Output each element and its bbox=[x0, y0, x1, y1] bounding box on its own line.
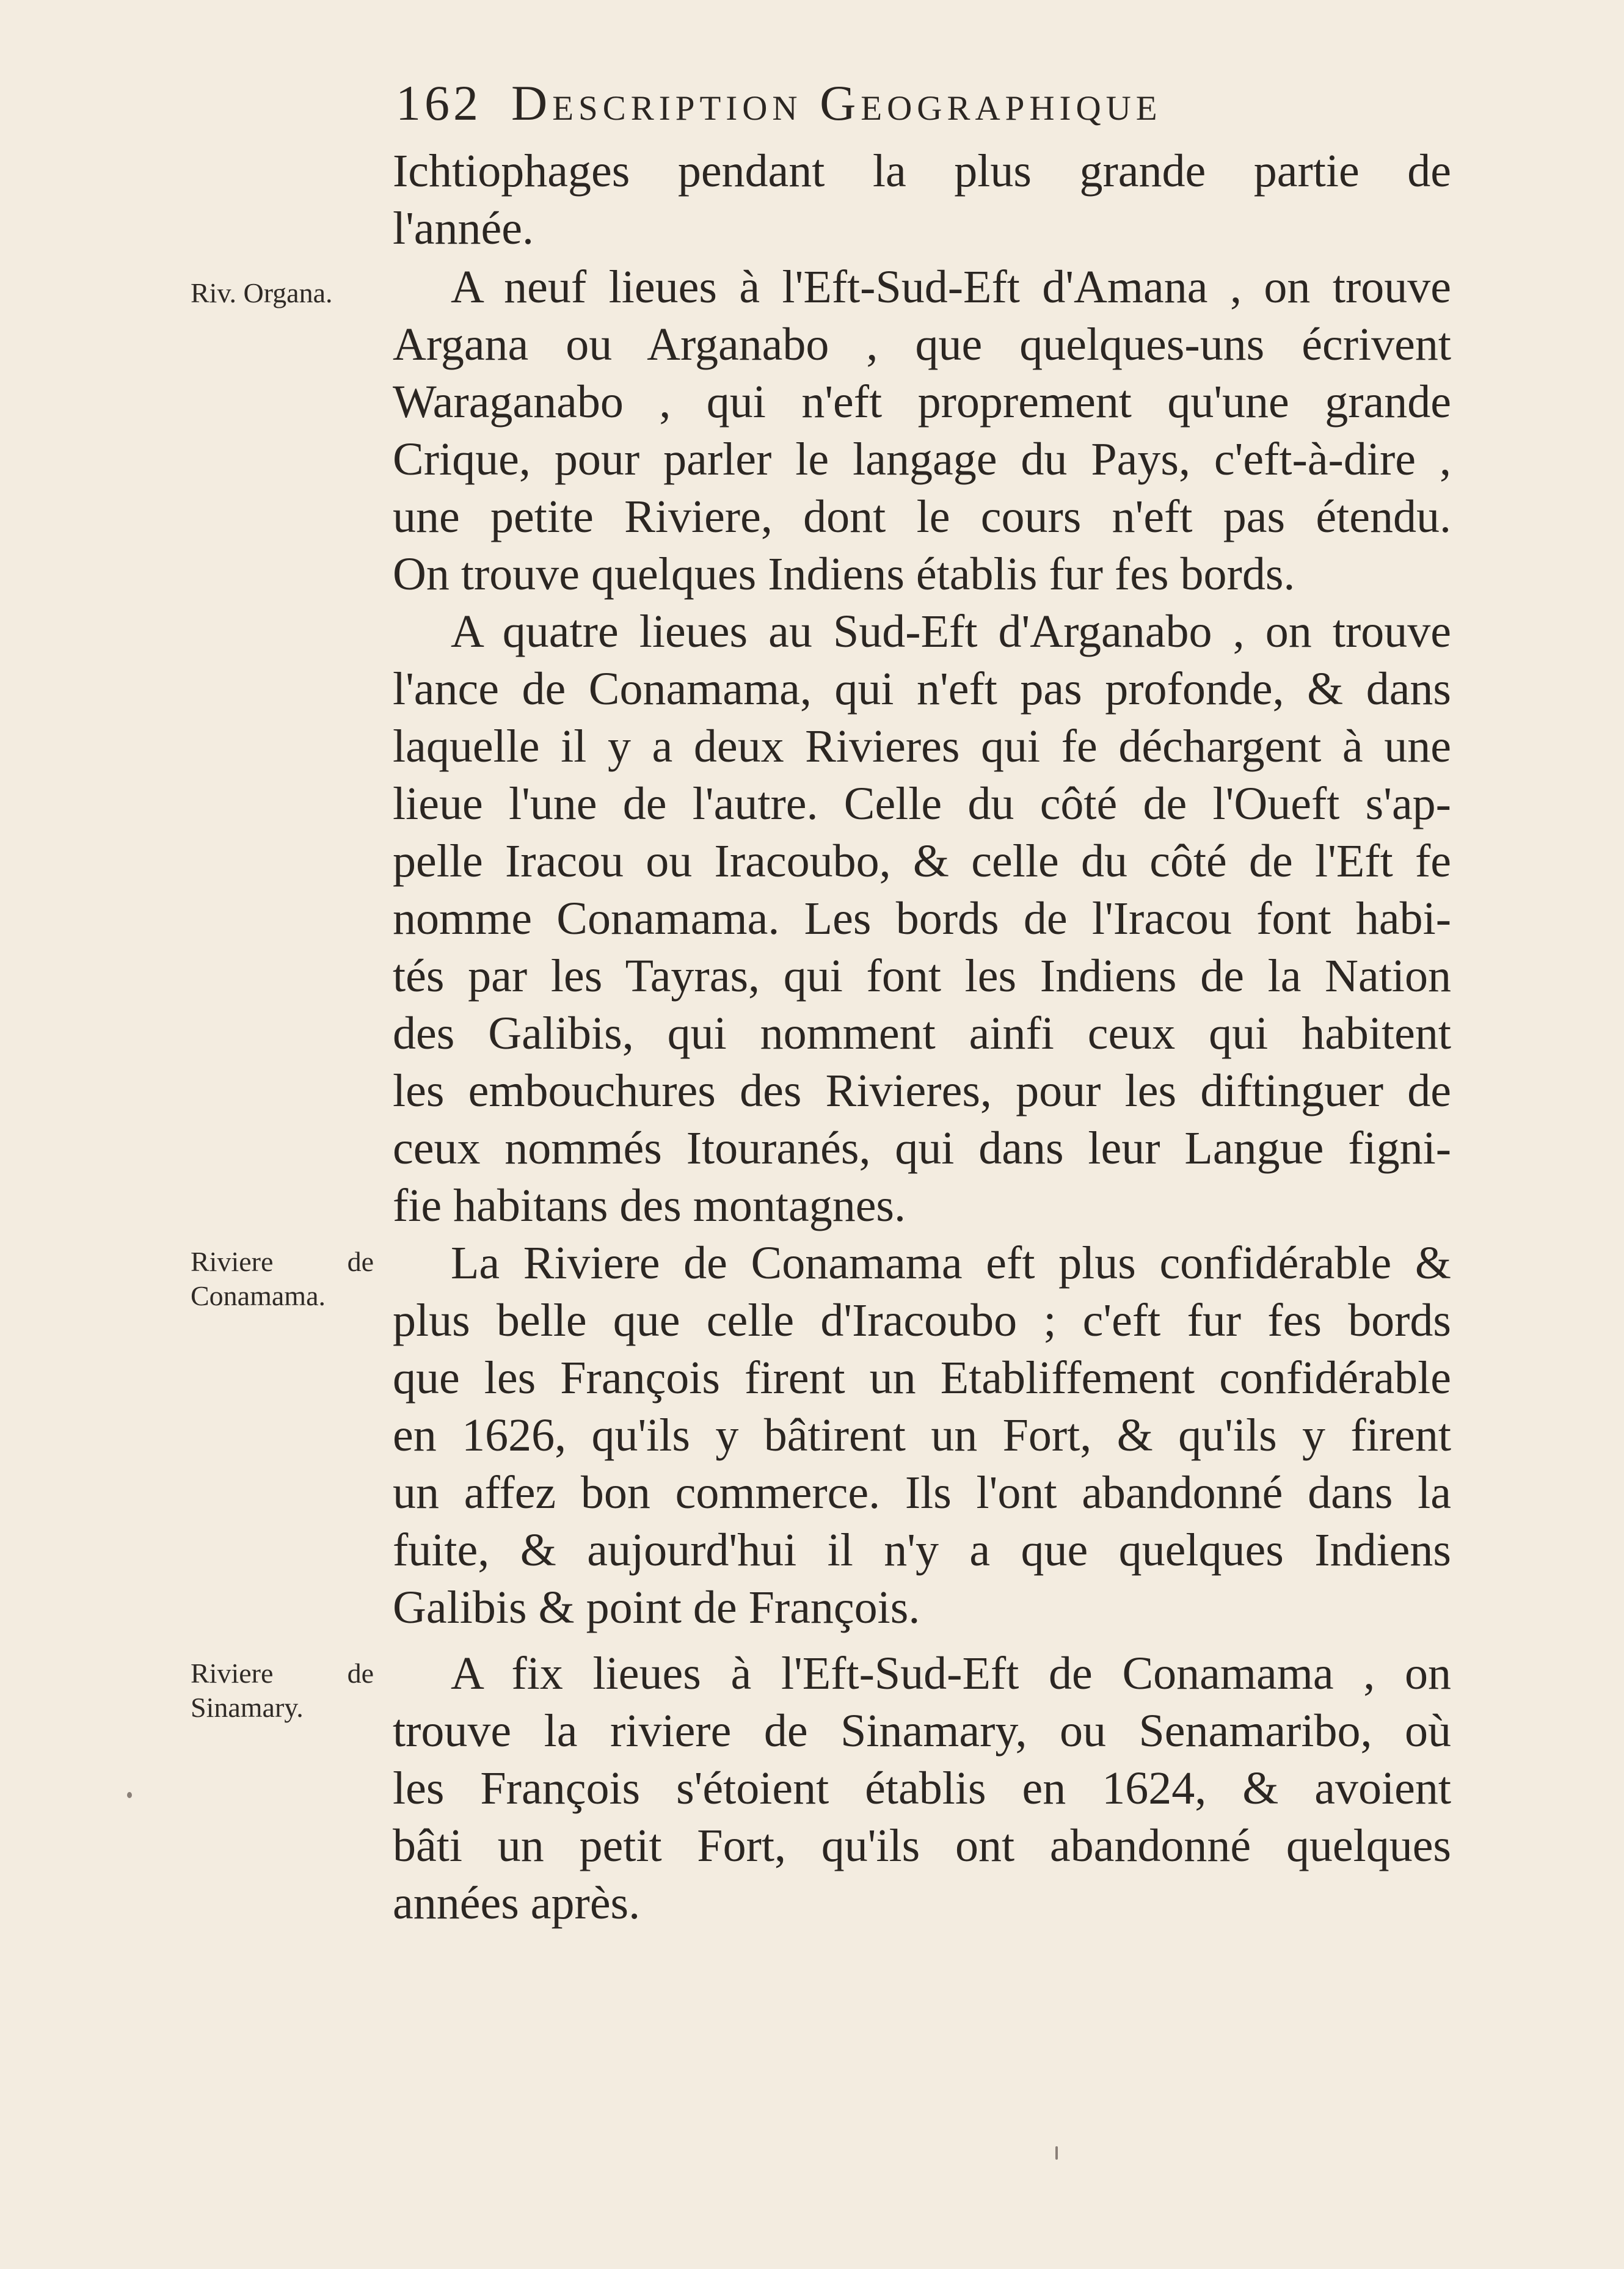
margin-note-organa bbox=[191, 276, 380, 310]
margin-note-line: Riviere de bbox=[191, 1658, 374, 1689]
body-line: que les François firent un Etabliffement confidérable bbox=[393, 1352, 1451, 1404]
body-line: en 1626, qu'ils y bâtirent un Fort, & qu'ils y firent bbox=[393, 1410, 1451, 1461]
body-line: nomme Conamama. Les bords de l'Iracou font habi- bbox=[393, 893, 1451, 944]
body-line: La Riviere de Conamama eft plus confidérable & bbox=[451, 1237, 1451, 1289]
margin-note-line: Riviere de bbox=[191, 1246, 374, 1277]
margin-note-line: Sinamary. bbox=[191, 1692, 304, 1723]
body-line: années après. bbox=[393, 1877, 641, 1929]
body-line: A fix lieues à l'Eft-Sud-Eft de Conamama , on bbox=[451, 1648, 1451, 1699]
body-line: lieue l'une de l'autre. Celle du côté de l'Oueft s'ap- bbox=[393, 778, 1451, 829]
running-header bbox=[396, 75, 1458, 131]
paper-speck bbox=[1055, 2146, 1058, 2160]
body-line: Argana ou Arganabo , que quelques-uns écrivent bbox=[393, 319, 1451, 370]
body-line: bâti un petit Fort, qu'ils ont abandonné quelques bbox=[393, 1820, 1451, 1871]
body-line: trouve la riviere de Sinamary, ou Senamaribo, où bbox=[393, 1705, 1451, 1757]
body-line: l'ance de Conamama, qui n'eft pas profonde, & dans bbox=[393, 663, 1451, 715]
body-line: un affez bon commerce. Ils l'ont abandonné dans la bbox=[393, 1467, 1451, 1518]
body-line: tés par les Tayras, qui font les Indiens de la Nation bbox=[393, 950, 1451, 1002]
body-line: l'année. bbox=[393, 203, 534, 254]
page-title: Description Geographique bbox=[511, 75, 1162, 131]
margin-note-conamama bbox=[191, 1245, 380, 1313]
paper-speck bbox=[127, 1792, 132, 1798]
body-line: laquelle il y a deux Rivieres qui fe déchargent à une bbox=[393, 721, 1451, 772]
body-line: plus belle que celle d'Iracoubo ; c'eft fur fes bords bbox=[393, 1295, 1451, 1346]
body-line: fie habitans des montagnes. bbox=[393, 1180, 906, 1231]
body-line: A neuf lieues à l'Eft-Sud-Eft d'Amana , on trouve bbox=[451, 261, 1451, 313]
body-line: ceux nommés Itouranés, qui dans leur Langue figni- bbox=[393, 1123, 1451, 1174]
body-line: Crique, pour parler le langage du Pays, c'eft-à-dire , bbox=[393, 434, 1451, 485]
page-number: 162 bbox=[396, 75, 482, 131]
margin-note-line: Conamama. bbox=[191, 1280, 326, 1311]
body-line: pelle Iracou ou Iracoubo, & celle du côté de l'Eft fe bbox=[393, 836, 1451, 887]
body-line: A quatre lieues au Sud-Eft d'Arganabo , on trouve bbox=[451, 606, 1451, 657]
body-line: Waraganabo , qui n'eft proprement qu'une grande bbox=[393, 376, 1451, 428]
body-line: les embouchures des Rivieres, pour les diftinguer de bbox=[393, 1065, 1451, 1116]
body-line: Galibis & point de François. bbox=[393, 1582, 920, 1633]
body-line: On trouve quelques Indiens établis fur fes bords. bbox=[393, 548, 1295, 600]
margin-note-line: Riv. Organa. bbox=[191, 277, 333, 308]
body-line: une petite Riviere, dont le cours n'eft pas étendu. bbox=[393, 491, 1451, 542]
margin-note-sinamary bbox=[191, 1656, 380, 1725]
body-line: les François s'étoient établis en 1624, & avoient bbox=[393, 1763, 1451, 1814]
body-line: des Galibis, qui nomment ainfi ceux qui habitent bbox=[393, 1008, 1451, 1059]
body-line: fuite, & aujourd'hui il n'y a que quelques Indiens bbox=[393, 1524, 1451, 1576]
body-line: Ichtiophages pendant la plus grande partie de bbox=[393, 145, 1451, 197]
